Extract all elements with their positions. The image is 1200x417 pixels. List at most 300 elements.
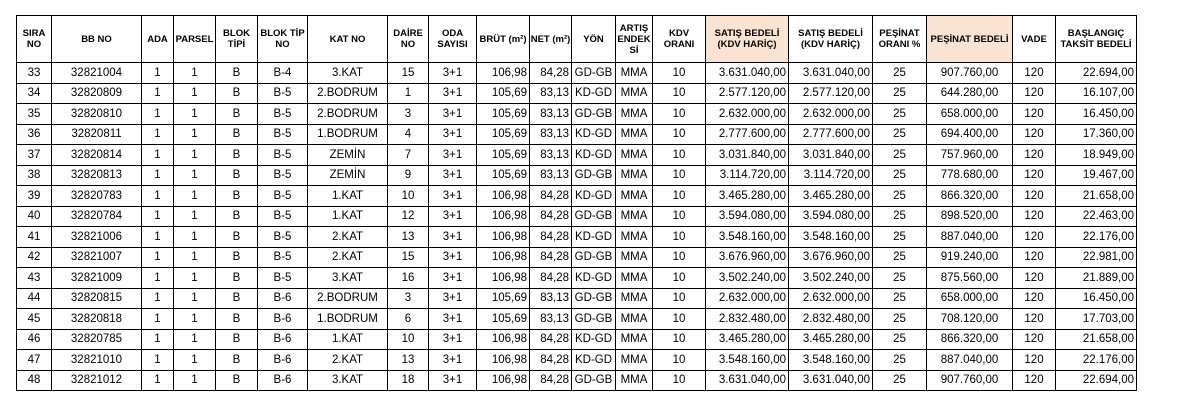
cell-net: 83,13 xyxy=(530,165,572,186)
cell-satis1: 3.631.040,00 xyxy=(706,63,789,84)
cell-brut: 106,98 xyxy=(477,247,530,268)
cell-satis2: 2.777.600,00 xyxy=(789,124,873,145)
cell-net: 84,28 xyxy=(530,350,572,371)
cell-blok: B xyxy=(216,227,258,248)
header-pesinat-bedeli: PEŞİNAT BEDELİ xyxy=(927,16,1013,63)
header-blok-tip-no: BLOK TİP NO xyxy=(258,16,308,63)
header-parsel: PARSEL xyxy=(174,16,216,63)
header-net: NET (m²) xyxy=(530,16,572,63)
cell-kat: 2.BODRUM xyxy=(308,104,388,125)
cell-sira: 39 xyxy=(17,186,52,207)
cell-pesinat: 887.040,00 xyxy=(927,350,1013,371)
cell-satis2: 3.548.160,00 xyxy=(789,227,873,248)
cell-kat: 1.BODRUM xyxy=(308,124,388,145)
cell-satis1: 3.465.280,00 xyxy=(706,186,789,207)
cell-bb: 32821009 xyxy=(52,268,142,289)
cell-tip: B-5 xyxy=(258,145,308,166)
cell-daire: 9 xyxy=(388,165,429,186)
cell-ada: 1 xyxy=(142,227,174,248)
cell-tip: B-6 xyxy=(258,329,308,350)
cell-bb: 32820783 xyxy=(52,186,142,207)
cell-kat: 3.KAT xyxy=(308,268,388,289)
cell-bb: 32820818 xyxy=(52,309,142,330)
cell-blok: B xyxy=(216,63,258,84)
cell-parsel: 1 xyxy=(174,124,216,145)
cell-satis1: 3.465.280,00 xyxy=(706,329,789,350)
cell-sira: 42 xyxy=(17,247,52,268)
cell-taksit: 22.694,00 xyxy=(1056,63,1137,84)
cell-brut: 105,69 xyxy=(477,165,530,186)
cell-kat: 2.BODRUM xyxy=(308,288,388,309)
cell-kdv: 10 xyxy=(653,309,706,330)
cell-blok: B xyxy=(216,288,258,309)
cell-blok: B xyxy=(216,247,258,268)
cell-brut: 106,98 xyxy=(477,206,530,227)
cell-satis1: 2.632.000,00 xyxy=(706,104,789,125)
cell-vade: 120 xyxy=(1013,268,1056,289)
cell-bb: 32821006 xyxy=(52,227,142,248)
cell-taksit: 18.949,00 xyxy=(1056,145,1137,166)
cell-oda: 3+1 xyxy=(429,145,477,166)
table-row xyxy=(17,165,1137,186)
header-sira-no: SIRA NO xyxy=(17,16,52,63)
cell-daire: 15 xyxy=(388,247,429,268)
cell-yon: GD-GB xyxy=(572,104,616,125)
cell-vade: 120 xyxy=(1013,165,1056,186)
cell-daire: 1 xyxy=(388,83,429,104)
cell-daire: 13 xyxy=(388,227,429,248)
header-satis-bedeli-2: SATIŞ BEDELİ (KDV HARİÇ) xyxy=(789,16,873,63)
cell-bb: 32820810 xyxy=(52,104,142,125)
cell-blok: B xyxy=(216,124,258,145)
cell-pesinat-oran: 25 xyxy=(873,370,927,391)
cell-oda: 3+1 xyxy=(429,206,477,227)
cell-bb: 32820815 xyxy=(52,288,142,309)
cell-kat: 3.KAT xyxy=(308,370,388,391)
table-row xyxy=(17,268,1137,289)
header-kat-no: KAT NO xyxy=(308,16,388,63)
cell-kdv: 10 xyxy=(653,104,706,125)
cell-net: 83,13 xyxy=(530,124,572,145)
cell-vade: 120 xyxy=(1013,83,1056,104)
cell-artis: MMA xyxy=(616,370,653,391)
cell-kat: 1.KAT xyxy=(308,186,388,207)
cell-taksit: 19.467,00 xyxy=(1056,165,1137,186)
cell-parsel: 1 xyxy=(174,83,216,104)
cell-parsel: 1 xyxy=(174,186,216,207)
cell-bb: 32820811 xyxy=(52,124,142,145)
cell-blok: B xyxy=(216,186,258,207)
cell-kdv: 10 xyxy=(653,186,706,207)
cell-artis: MMA xyxy=(616,247,653,268)
cell-pesinat: 898.520,00 xyxy=(927,206,1013,227)
cell-satis1: 3.631.040,00 xyxy=(706,370,789,391)
cell-net: 84,28 xyxy=(530,186,572,207)
cell-ada: 1 xyxy=(142,350,174,371)
cell-taksit: 22.176,00 xyxy=(1056,227,1137,248)
cell-yon: KD-GD xyxy=(572,268,616,289)
cell-oda: 3+1 xyxy=(429,227,477,248)
cell-pesinat: 866.320,00 xyxy=(927,186,1013,207)
cell-oda: 3+1 xyxy=(429,186,477,207)
cell-daire: 10 xyxy=(388,329,429,350)
table-row xyxy=(17,104,1137,125)
cell-net: 84,28 xyxy=(530,268,572,289)
cell-blok: B xyxy=(216,104,258,125)
cell-tip: B-5 xyxy=(258,247,308,268)
cell-satis2: 3.631.040,00 xyxy=(789,63,873,84)
cell-tip: B-5 xyxy=(258,268,308,289)
cell-taksit: 22.981,00 xyxy=(1056,247,1137,268)
header-satis-bedeli-1: SATIŞ BEDELİ (KDV HARİÇ) xyxy=(706,16,789,63)
header-kdv-orani: KDV ORANI xyxy=(653,16,706,63)
cell-tip: B-6 xyxy=(258,309,308,330)
cell-net: 84,28 xyxy=(530,63,572,84)
cell-pesinat-oran: 25 xyxy=(873,104,927,125)
cell-tip: B-6 xyxy=(258,288,308,309)
cell-artis: MMA xyxy=(616,165,653,186)
cell-brut: 106,98 xyxy=(477,227,530,248)
cell-sira: 37 xyxy=(17,145,52,166)
cell-parsel: 1 xyxy=(174,350,216,371)
cell-kat: 2.BODRUM xyxy=(308,83,388,104)
table-row xyxy=(17,83,1137,104)
cell-yon: GD-GB xyxy=(572,309,616,330)
table-row xyxy=(17,370,1137,391)
cell-daire: 12 xyxy=(388,206,429,227)
table-header xyxy=(17,16,1137,63)
cell-parsel: 1 xyxy=(174,309,216,330)
cell-tip: B-5 xyxy=(258,206,308,227)
cell-net: 83,13 xyxy=(530,309,572,330)
cell-vade: 120 xyxy=(1013,227,1056,248)
cell-daire: 3 xyxy=(388,288,429,309)
cell-artis: MMA xyxy=(616,227,653,248)
cell-daire: 4 xyxy=(388,124,429,145)
cell-daire: 16 xyxy=(388,268,429,289)
cell-oda: 3+1 xyxy=(429,165,477,186)
cell-bb: 32821007 xyxy=(52,247,142,268)
cell-oda: 3+1 xyxy=(429,104,477,125)
cell-satis2: 3.031.840,00 xyxy=(789,145,873,166)
cell-blok: B xyxy=(216,268,258,289)
header-ada: ADA xyxy=(142,16,174,63)
cell-yon: KD-GD xyxy=(572,124,616,145)
cell-kdv: 10 xyxy=(653,206,706,227)
cell-ada: 1 xyxy=(142,268,174,289)
cell-artis: MMA xyxy=(616,145,653,166)
cell-tip: B-5 xyxy=(258,165,308,186)
cell-pesinat-oran: 25 xyxy=(873,186,927,207)
cell-parsel: 1 xyxy=(174,329,216,350)
table-row xyxy=(17,309,1137,330)
cell-pesinat-oran: 25 xyxy=(873,288,927,309)
header-blok-tipi: BLOK TİPİ xyxy=(216,16,258,63)
cell-sira: 44 xyxy=(17,288,52,309)
cell-artis: MMA xyxy=(616,104,653,125)
cell-parsel: 1 xyxy=(174,104,216,125)
cell-taksit: 21.658,00 xyxy=(1056,186,1137,207)
cell-sira: 40 xyxy=(17,206,52,227)
cell-parsel: 1 xyxy=(174,145,216,166)
cell-vade: 120 xyxy=(1013,104,1056,125)
cell-net: 84,28 xyxy=(530,247,572,268)
cell-pesinat-oran: 25 xyxy=(873,83,927,104)
cell-oda: 3+1 xyxy=(429,350,477,371)
cell-artis: MMA xyxy=(616,329,653,350)
cell-kdv: 10 xyxy=(653,247,706,268)
cell-taksit: 22.176,00 xyxy=(1056,350,1137,371)
cell-pesinat-oran: 25 xyxy=(873,247,927,268)
cell-oda: 3+1 xyxy=(429,370,477,391)
header-pesinat-orani: PEŞİNAT ORANI % xyxy=(873,16,927,63)
cell-blok: B xyxy=(216,370,258,391)
header-baslangic-taksit: BAŞLANGIÇ TAKSİT BEDELİ xyxy=(1056,16,1137,63)
cell-kdv: 10 xyxy=(653,350,706,371)
cell-daire: 3 xyxy=(388,104,429,125)
cell-brut: 106,98 xyxy=(477,370,530,391)
cell-kdv: 10 xyxy=(653,145,706,166)
cell-blok: B xyxy=(216,145,258,166)
cell-oda: 3+1 xyxy=(429,63,477,84)
cell-parsel: 1 xyxy=(174,288,216,309)
cell-parsel: 1 xyxy=(174,370,216,391)
cell-vade: 120 xyxy=(1013,309,1056,330)
cell-artis: MMA xyxy=(616,288,653,309)
cell-yon: KD-GD xyxy=(572,186,616,207)
cell-satis1: 3.502.240,00 xyxy=(706,268,789,289)
header-daire-no: DAİRE NO xyxy=(388,16,429,63)
price-list-wrapper xyxy=(16,15,1137,391)
cell-oda: 3+1 xyxy=(429,329,477,350)
table-row xyxy=(17,288,1137,309)
header-bb-no: BB NO xyxy=(52,16,142,63)
cell-brut: 105,69 xyxy=(477,83,530,104)
cell-pesinat-oran: 25 xyxy=(873,63,927,84)
cell-daire: 18 xyxy=(388,370,429,391)
cell-satis1: 3.031.840,00 xyxy=(706,145,789,166)
cell-ada: 1 xyxy=(142,206,174,227)
cell-pesinat-oran: 25 xyxy=(873,329,927,350)
cell-brut: 106,98 xyxy=(477,63,530,84)
header-row xyxy=(17,16,1137,63)
cell-satis1: 3.114.720,00 xyxy=(706,165,789,186)
cell-net: 84,28 xyxy=(530,329,572,350)
cell-parsel: 1 xyxy=(174,63,216,84)
cell-satis1: 2.832.480,00 xyxy=(706,309,789,330)
table-row xyxy=(17,186,1137,207)
cell-oda: 3+1 xyxy=(429,268,477,289)
cell-kat: 1.BODRUM xyxy=(308,309,388,330)
cell-pesinat-oran: 25 xyxy=(873,309,927,330)
cell-satis2: 2.832.480,00 xyxy=(789,309,873,330)
cell-artis: MMA xyxy=(616,124,653,145)
cell-bb: 32821012 xyxy=(52,370,142,391)
cell-ada: 1 xyxy=(142,63,174,84)
cell-ada: 1 xyxy=(142,186,174,207)
table-row xyxy=(17,206,1137,227)
cell-artis: MMA xyxy=(616,309,653,330)
cell-artis: MMA xyxy=(616,268,653,289)
cell-pesinat-oran: 25 xyxy=(873,227,927,248)
cell-kat: 1.KAT xyxy=(308,206,388,227)
cell-satis2: 2.632.000,00 xyxy=(789,104,873,125)
cell-sira: 34 xyxy=(17,83,52,104)
cell-brut: 105,69 xyxy=(477,309,530,330)
cell-net: 84,28 xyxy=(530,206,572,227)
cell-ada: 1 xyxy=(142,247,174,268)
cell-satis1: 3.676.960,00 xyxy=(706,247,789,268)
cell-pesinat: 919.240,00 xyxy=(927,247,1013,268)
cell-vade: 120 xyxy=(1013,63,1056,84)
cell-tip: B-5 xyxy=(258,124,308,145)
cell-ada: 1 xyxy=(142,104,174,125)
table-row xyxy=(17,247,1137,268)
cell-pesinat: 907.760,00 xyxy=(927,63,1013,84)
cell-taksit: 22.463,00 xyxy=(1056,206,1137,227)
cell-satis2: 3.548.160,00 xyxy=(789,350,873,371)
table-row xyxy=(17,329,1137,350)
cell-satis2: 3.502.240,00 xyxy=(789,268,873,289)
cell-yon: GD-GB xyxy=(572,288,616,309)
cell-kdv: 10 xyxy=(653,268,706,289)
cell-ada: 1 xyxy=(142,124,174,145)
cell-sira: 33 xyxy=(17,63,52,84)
cell-ada: 1 xyxy=(142,329,174,350)
cell-tip: B-5 xyxy=(258,83,308,104)
cell-tip: B-5 xyxy=(258,186,308,207)
cell-pesinat: 875.560,00 xyxy=(927,268,1013,289)
cell-satis1: 3.548.160,00 xyxy=(706,227,789,248)
cell-kdv: 10 xyxy=(653,370,706,391)
cell-taksit: 22.694,00 xyxy=(1056,370,1137,391)
cell-kat: ZEMİN xyxy=(308,165,388,186)
cell-kdv: 10 xyxy=(653,227,706,248)
cell-sira: 45 xyxy=(17,309,52,330)
cell-vade: 120 xyxy=(1013,288,1056,309)
cell-parsel: 1 xyxy=(174,247,216,268)
cell-taksit: 21.658,00 xyxy=(1056,329,1137,350)
cell-net: 84,28 xyxy=(530,227,572,248)
cell-ada: 1 xyxy=(142,165,174,186)
cell-parsel: 1 xyxy=(174,165,216,186)
cell-ada: 1 xyxy=(142,288,174,309)
cell-satis2: 3.465.280,00 xyxy=(789,186,873,207)
cell-bb: 32820813 xyxy=(52,165,142,186)
cell-kdv: 10 xyxy=(653,288,706,309)
cell-kat: ZEMİN xyxy=(308,145,388,166)
cell-net: 83,13 xyxy=(530,288,572,309)
cell-net: 83,13 xyxy=(530,83,572,104)
cell-vade: 120 xyxy=(1013,329,1056,350)
cell-brut: 105,69 xyxy=(477,124,530,145)
table-row xyxy=(17,63,1137,84)
cell-ada: 1 xyxy=(142,83,174,104)
cell-daire: 7 xyxy=(388,145,429,166)
cell-pesinat-oran: 25 xyxy=(873,350,927,371)
header-oda-sayisi: ODA SAYISI xyxy=(429,16,477,63)
cell-brut: 106,98 xyxy=(477,186,530,207)
cell-pesinat-oran: 25 xyxy=(873,145,927,166)
cell-satis2: 3.594.080,00 xyxy=(789,206,873,227)
cell-net: 84,28 xyxy=(530,370,572,391)
cell-pesinat: 658.000,00 xyxy=(927,104,1013,125)
cell-bb: 32821004 xyxy=(52,63,142,84)
cell-bb: 32820814 xyxy=(52,145,142,166)
cell-taksit: 17.703,00 xyxy=(1056,309,1137,330)
header-artis-endeksi: ARTIŞ ENDEK Sİ xyxy=(616,16,653,63)
cell-brut: 105,69 xyxy=(477,104,530,125)
cell-kat: 3.KAT xyxy=(308,63,388,84)
cell-kat: 2.KAT xyxy=(308,247,388,268)
cell-bb: 32820784 xyxy=(52,206,142,227)
cell-taksit: 16.450,00 xyxy=(1056,288,1137,309)
cell-brut: 106,98 xyxy=(477,350,530,371)
cell-satis2: 2.577.120,00 xyxy=(789,83,873,104)
cell-sira: 48 xyxy=(17,370,52,391)
cell-ada: 1 xyxy=(142,309,174,330)
cell-daire: 10 xyxy=(388,186,429,207)
cell-satis2: 3.676.960,00 xyxy=(789,247,873,268)
cell-kat: 1.KAT xyxy=(308,329,388,350)
cell-bb: 32820785 xyxy=(52,329,142,350)
table-body xyxy=(17,63,1137,391)
cell-daire: 15 xyxy=(388,63,429,84)
cell-taksit: 16.107,00 xyxy=(1056,83,1137,104)
table-row xyxy=(17,350,1137,371)
cell-yon: KD-GD xyxy=(572,227,616,248)
cell-blok: B xyxy=(216,309,258,330)
cell-tip: B-4 xyxy=(258,63,308,84)
cell-tip: B-6 xyxy=(258,350,308,371)
cell-pesinat: 907.760,00 xyxy=(927,370,1013,391)
cell-satis1: 3.594.080,00 xyxy=(706,206,789,227)
cell-oda: 3+1 xyxy=(429,124,477,145)
cell-oda: 3+1 xyxy=(429,288,477,309)
cell-parsel: 1 xyxy=(174,206,216,227)
table-row xyxy=(17,145,1137,166)
cell-sira: 38 xyxy=(17,165,52,186)
cell-satis2: 3.465.280,00 xyxy=(789,329,873,350)
cell-satis2: 3.114.720,00 xyxy=(789,165,873,186)
cell-net: 83,13 xyxy=(530,145,572,166)
cell-kdv: 10 xyxy=(653,165,706,186)
cell-pesinat: 658.000,00 xyxy=(927,288,1013,309)
header-yon: YÖN xyxy=(572,16,616,63)
cell-taksit: 16.450,00 xyxy=(1056,104,1137,125)
cell-yon: GD-GB xyxy=(572,206,616,227)
cell-satis1: 2.577.120,00 xyxy=(706,83,789,104)
cell-pesinat: 887.040,00 xyxy=(927,227,1013,248)
cell-kdv: 10 xyxy=(653,83,706,104)
cell-pesinat-oran: 25 xyxy=(873,124,927,145)
cell-vade: 120 xyxy=(1013,186,1056,207)
cell-oda: 3+1 xyxy=(429,247,477,268)
cell-artis: MMA xyxy=(616,350,653,371)
cell-tip: B-5 xyxy=(258,227,308,248)
cell-brut: 105,69 xyxy=(477,145,530,166)
cell-vade: 120 xyxy=(1013,350,1056,371)
cell-yon: KD-GD xyxy=(572,83,616,104)
cell-vade: 120 xyxy=(1013,247,1056,268)
cell-parsel: 1 xyxy=(174,268,216,289)
cell-daire: 13 xyxy=(388,350,429,371)
cell-blok: B xyxy=(216,83,258,104)
cell-parsel: 1 xyxy=(174,227,216,248)
cell-pesinat: 708.120,00 xyxy=(927,309,1013,330)
cell-yon: KD-GD xyxy=(572,145,616,166)
cell-kdv: 10 xyxy=(653,124,706,145)
